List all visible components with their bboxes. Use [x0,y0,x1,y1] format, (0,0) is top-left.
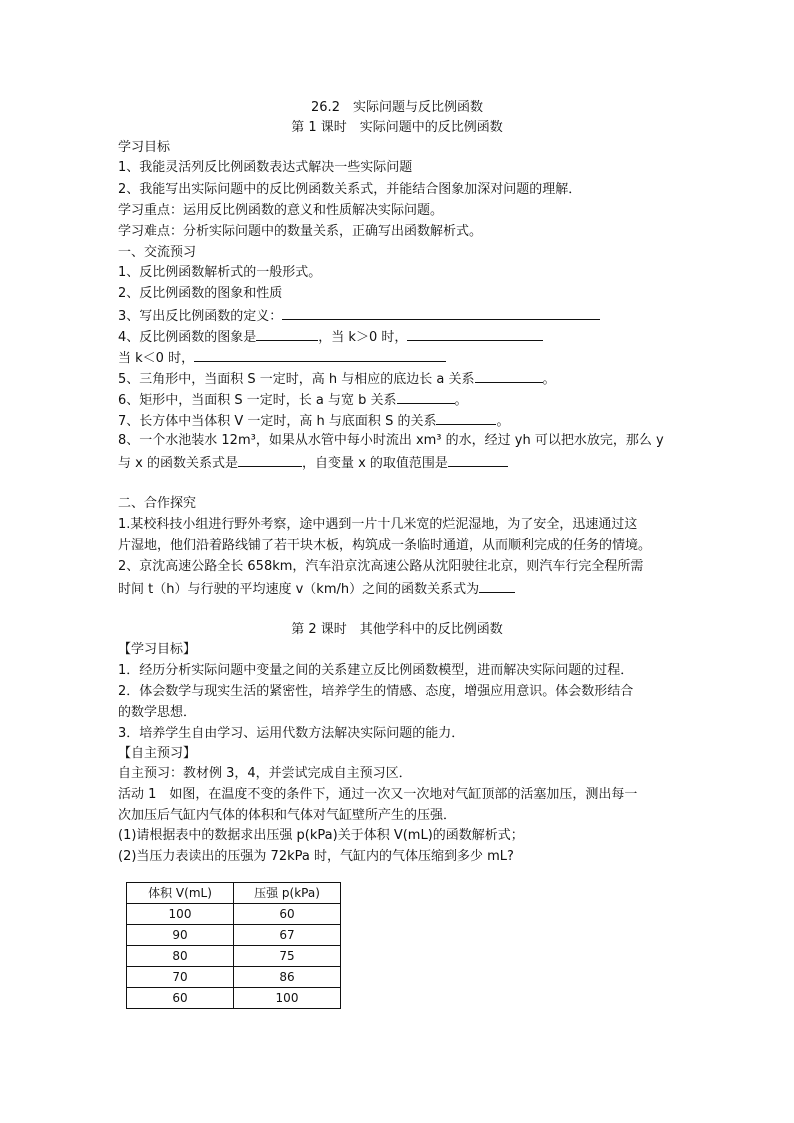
question-8-line2 [118,452,508,474]
explore-heading: 二、合作探究 [118,496,197,511]
answer-blank[interactable] [436,410,496,425]
goals-heading: 学习目标 [118,140,171,155]
lesson2-title: 第 2 课时 其他学科中的反比例函数 [291,622,503,637]
answer-blank[interactable] [256,326,318,341]
activity-question-2: (2)当压力表读出的压强为 72kPa 时，气缸内的气体压缩到多少 mL? [118,849,514,864]
question-1: 1、反比例函数解析式的一般形式。 [118,265,322,280]
table-cell: 90 [127,925,234,946]
key-point: 学习重点：运用反比例函数的意义和性质解决实际问题。 [118,203,444,218]
question-4-text-b: ，当 k＞0 时， [318,330,408,345]
answer-blank[interactable] [475,368,543,383]
table-cell: 75 [234,946,341,967]
question-6-text: 6、矩形中，当面积 S 一定时，长 a 与宽 b 关系 [118,393,397,408]
pressure-volume-table [126,882,341,1009]
explore-1-line1: 1.某校科技小组进行野外考察，途中遇到一片十几米宽的烂泥湿地，为了安全，迅速通过这 [118,517,638,532]
explore-2-line1: 2、京沈高速公路全长 658km，汽车沿京沈高速公路从沈阳驶往北京，则汽车行完全程所需 [118,559,644,574]
question-2: 2、反比例函数的图象和性质 [118,286,283,301]
table-row [127,946,341,967]
answer-blank[interactable] [238,452,302,467]
question-5-end: 。 [542,372,556,387]
activity-1-line2: 次加压后气缸内气体的体积和气体对气缸壁所产生的压强． [118,808,457,823]
question-8-line1: 8、一个水池装水 12m³，如果从水管中每小时流出 xm³ 的水，经过 yh 可以把水放完，那么 y [118,433,664,448]
table-cell: 80 [127,946,234,967]
answer-blank[interactable] [479,578,515,593]
answer-blank[interactable] [448,452,508,467]
goal-1: 1、我能灵活列反比例函数表达式解决一些实际问题 [118,160,413,175]
question-7-text: 7、长方体中当体积 V 一定时，高 h 与底面积 S 的关系 [118,414,437,429]
table-cell: 100 [234,988,341,1009]
answer-blank[interactable] [282,305,600,320]
table-header-cell: 体积 V(mL) [127,883,234,904]
table-row [127,988,341,1009]
table-row [127,925,341,946]
explore-2-text: 时间 t（h）与行驶的平均速度 v（km/h）之间的函数关系式为 [118,582,480,597]
lesson2-goal-3: 3．培养学生自由学习、运用代数方法解决实际问题的能力． [118,726,465,741]
lesson2-goal-1: 1．经历分析实际问题中变量之间的关系建立反比例函数模型，进而解决实际问题的过程． [118,663,634,678]
question-4-cont [118,347,446,369]
question-4 [118,326,543,348]
question-5-text: 5、三角形中，当面积 S 一定时，高 h 与相应的底边长 a 关系 [118,372,475,387]
question-3 [118,305,600,327]
question-8-text-a: 与 x 的函数关系式是 [118,456,238,471]
table-cell: 67 [234,925,341,946]
lesson1-title: 第 1 课时 实际问题中的反比例函数 [291,120,503,135]
difficulty: 学习难点：分析实际问题中的数量关系，正确写出函数解析式。 [118,224,483,239]
preview-heading: 一、交流预习 [118,245,197,260]
table-cell: 60 [234,904,341,925]
question-3-text: 3、写出反比例函数的定义： [118,309,283,324]
activity-question-1: (1)请根据表中的数据求出压强 p(kPa)关于体积 V(mL)的函数解析式； [118,828,524,843]
answer-blank[interactable] [194,347,446,362]
lesson2-goal-2-line1: 2．体会数学与现实生活的紧密性，培养学生的情感、态度，增强应用意识。体会数形结合 [118,684,634,699]
question-7-end: 。 [496,414,510,429]
lesson2-preview-text: 自主预习：教材例 3，4，并尝试完成自主预习区． [118,766,412,781]
answer-blank[interactable] [397,389,455,404]
goal-2: 2、我能写出实际问题中的反比例函数关系式，并能结合图象加深对问题的理解． [118,182,582,197]
question-4-text-c: 当 k＜0 时， [118,351,195,366]
table-cell: 70 [127,967,234,988]
table-row [127,904,341,925]
lesson2-goal-2-line2: 的数学思想． [118,705,197,720]
question-8-text-b: ，自变量 x 的取值范围是 [301,456,448,471]
section-title: 26.2 实际问题与反比例函数 [311,100,483,115]
table-cell: 60 [127,988,234,1009]
table-row [127,967,341,988]
table-cell: 100 [127,904,234,925]
question-6 [118,389,468,411]
table-header-row [127,883,341,904]
question-5 [118,368,556,390]
question-6-end: 。 [454,393,468,408]
explore-2-line2 [118,578,515,600]
lesson2-goals-heading: 【学习目标】 [118,642,197,657]
answer-blank[interactable] [407,326,543,341]
table-cell: 86 [234,967,341,988]
activity-1-line1: 活动 1 如图，在温度不变的条件下，通过一次又一次地对气缸顶部的活塞加压，测出每一 [118,787,638,802]
question-4-text-a: 4、反比例函数的图象是 [118,330,257,345]
question-7 [118,410,509,432]
explore-1-line2: 片湿地，他们沿着路线铺了若干块木板，构筑成一条临时通道，从而顺利完成的任务的情境。 [118,538,652,553]
lesson2-preview-heading: 【自主预习】 [118,746,197,761]
table-header-cell: 压强 p(kPa) [234,883,341,904]
